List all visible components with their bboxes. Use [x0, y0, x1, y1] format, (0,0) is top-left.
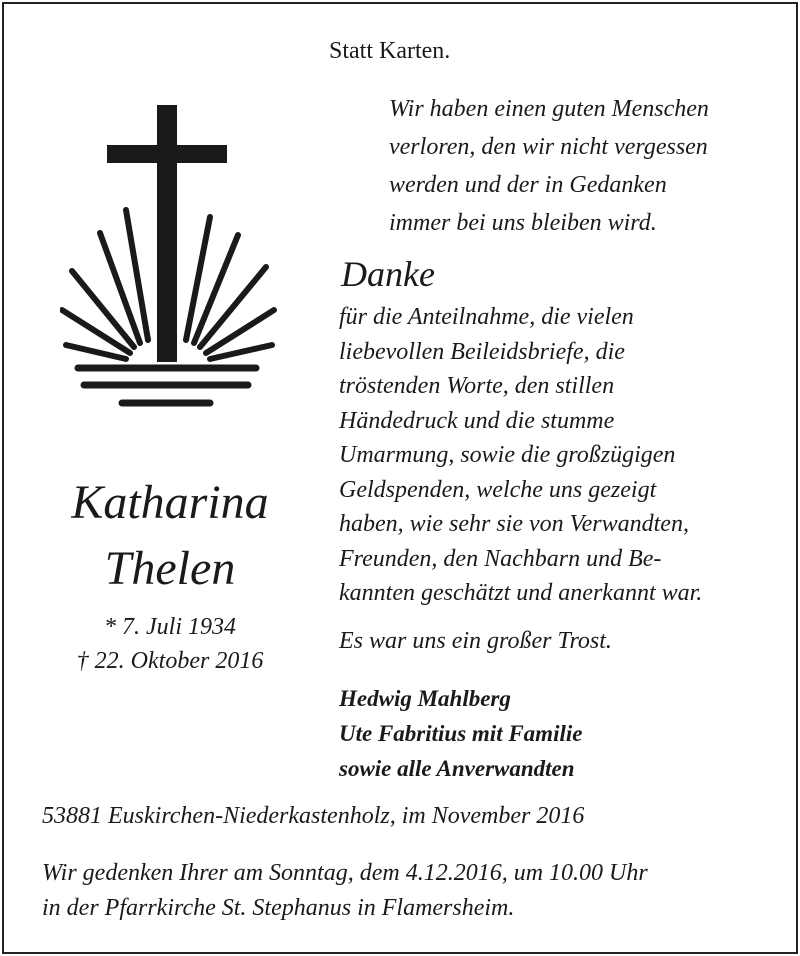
memorial-line: Wir gedenken Ihrer am Sonntag, dem 4.12.2016, um 10.00 Uhr — [42, 860, 648, 886]
thanks-line: kannten geschätzt und anerkannt war. — [339, 580, 703, 606]
signatory-name: sowie alle Anverwandten — [339, 756, 575, 781]
deceased-last-name: Thelen — [104, 542, 236, 595]
signatory-name: Ute Fabritius mit Familie — [339, 721, 583, 746]
thanks-line: Geldspenden, welche uns gezeigt — [339, 476, 657, 503]
thanks-text — [339, 300, 702, 611]
signatory-name: Hedwig Mahlberg — [339, 686, 511, 711]
memorial-service-text — [42, 856, 648, 926]
thanks-line: Umarmung, sowie die großzügigen — [339, 442, 676, 468]
quote-line: verloren, den wir nicht vergessen — [389, 134, 708, 160]
memorial-quote — [389, 90, 709, 242]
thanks-line: für die Anteilnahme, die vielen — [339, 304, 634, 330]
statt-karten-text: Statt Karten. — [329, 38, 451, 64]
quote-line: Wir haben einen guten Menschen — [389, 96, 709, 122]
quote-line: immer bei uns bleiben wird. — [389, 210, 657, 236]
location-date: 53881 Euskirchen-Niederkastenholz, im November 2016 — [42, 803, 585, 829]
birth-date: * 7. Juli 1934 — [104, 614, 236, 640]
death-date: † 22. Oktober 2016 — [76, 648, 264, 674]
thanks-heading: Danke — [341, 254, 435, 294]
thanks-line: Händedruck und die stumme — [339, 407, 615, 434]
deceased-name — [20, 470, 320, 602]
thanks-line: tröstenden Worte, den stillen — [339, 373, 615, 399]
comfort-text: Es war uns ein großer Trost. — [339, 628, 612, 654]
cross-sunrise-icon — [60, 105, 280, 415]
quote-line: werden und der in Gedanken — [389, 172, 667, 198]
signatories — [339, 681, 582, 786]
deceased-first-name: Katharina — [71, 476, 269, 529]
life-dates — [20, 610, 320, 678]
thanks-line: haben, wie sehr sie von Verwandten, — [339, 511, 689, 537]
thanks-line: Freunden, den Nachbarn und Be- — [339, 545, 662, 572]
memorial-line: in der Pfarrkirche St. Stephanus in Flamersheim. — [42, 895, 515, 921]
thanks-line: liebevollen Beileidsbriefe, die — [339, 338, 625, 365]
